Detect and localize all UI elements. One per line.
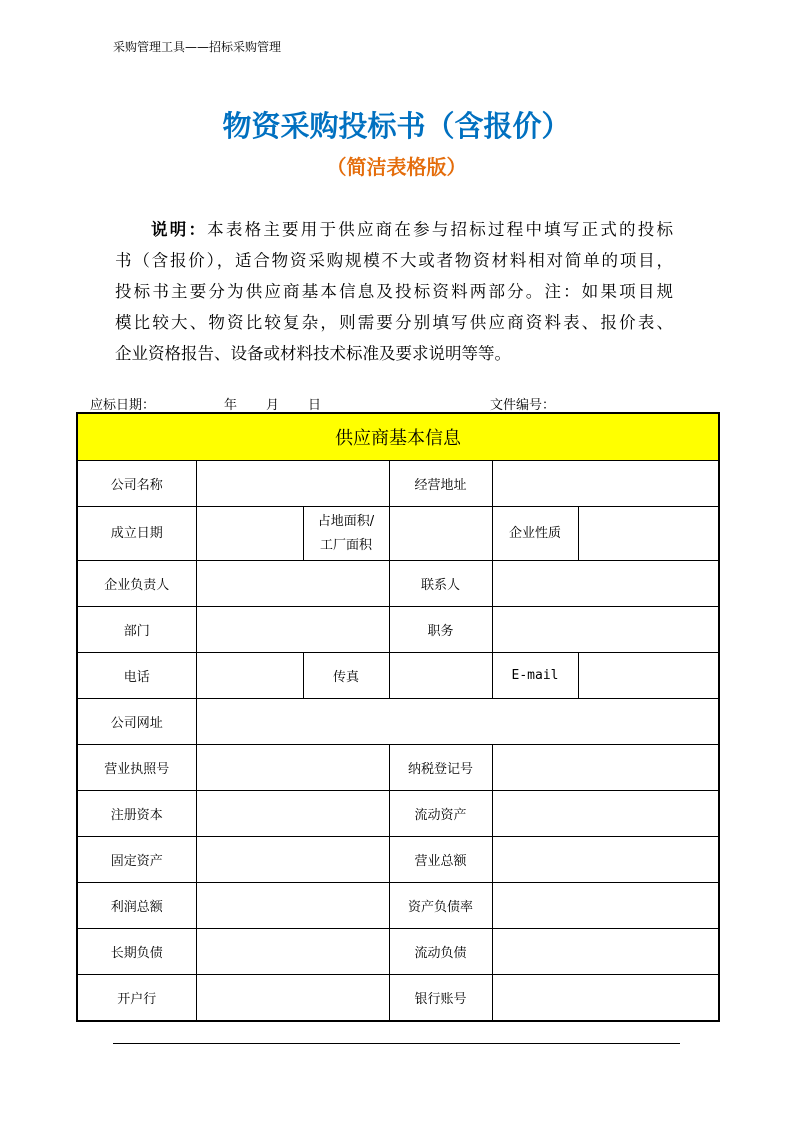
- document-title: 物资采购投标书（含报价）: [222, 109, 571, 143]
- note-line: 说明：本表格主要用于供应商在参与招标过程中填写正式的投标: [151, 220, 674, 239]
- address-field[interactable]: [492, 461, 719, 507]
- dept-field[interactable]: [196, 607, 389, 653]
- table-heading: 供应商基本信息: [77, 413, 719, 461]
- document-subtitle: （简洁表格版）: [326, 155, 467, 179]
- label-current-debt: 流动负债: [389, 929, 492, 975]
- label-account: 银行账号: [389, 975, 492, 1022]
- company-name-field[interactable]: [196, 461, 389, 507]
- label-founded: 成立日期: [77, 507, 196, 561]
- supplier-info-table: [76, 412, 720, 1022]
- fixed-assets-field[interactable]: [196, 837, 389, 883]
- tax-field[interactable]: [492, 745, 719, 791]
- label-leader: 企业负责人: [77, 561, 196, 607]
- month-label: 月: [266, 398, 280, 413]
- note-line: 投标书主要分为供应商基本信息及投标资料两部分。注：如果项目规: [115, 282, 673, 301]
- label-website: 公司网址: [77, 699, 196, 745]
- label-long-debt: 长期负债: [77, 929, 196, 975]
- day-label: 日: [308, 398, 322, 413]
- footer-divider: [113, 1043, 680, 1044]
- label-phone: 电话: [77, 653, 196, 699]
- contact-field[interactable]: [492, 561, 719, 607]
- reg-capital-field[interactable]: [196, 791, 389, 837]
- label-current-assets: 流动资产: [389, 791, 492, 837]
- area-line2: 工厂面积: [319, 537, 372, 553]
- label-tax: 纳税登记号: [389, 745, 492, 791]
- label-debt-ratio: 资产负债率: [389, 883, 492, 929]
- license-field[interactable]: [196, 745, 389, 791]
- label-bank: 开户行: [77, 975, 196, 1022]
- label-nature: 企业性质: [492, 507, 578, 561]
- fax-field[interactable]: [389, 653, 492, 699]
- email-field[interactable]: [578, 653, 719, 699]
- position-field[interactable]: [492, 607, 719, 653]
- account-field[interactable]: [492, 975, 719, 1022]
- founded-field[interactable]: [196, 507, 303, 561]
- label-fixed-assets: 固定资产: [77, 837, 196, 883]
- label-profit: 利润总额: [77, 883, 196, 929]
- label-fax: 传真: [303, 653, 389, 699]
- nature-field[interactable]: [578, 507, 719, 561]
- revenue-field[interactable]: [492, 837, 719, 883]
- page-header: 采购管理工具——招标采购管理: [113, 40, 282, 54]
- bid-date-label: 应标日期：: [90, 398, 156, 413]
- area-line1: 占地面积/: [317, 513, 375, 529]
- profit-field[interactable]: [196, 883, 389, 929]
- label-contact: 联系人: [389, 561, 492, 607]
- label-address: 经营地址: [389, 461, 492, 507]
- leader-field[interactable]: [196, 561, 389, 607]
- label-dept: 部门: [77, 607, 196, 653]
- note-line: 企业资格报告、设备或材料技术标准及要求说明等等。: [115, 344, 511, 363]
- label-reg-capital: 注册资本: [77, 791, 196, 837]
- doc-number-label: 文件编号：: [490, 398, 556, 413]
- current-assets-field[interactable]: [492, 791, 719, 837]
- website-field[interactable]: [196, 699, 719, 745]
- label-position: 职务: [389, 607, 492, 653]
- bank-field[interactable]: [196, 975, 389, 1022]
- note-paragraph: [115, 214, 673, 369]
- debt-ratio-field[interactable]: [492, 883, 719, 929]
- note-label: 说明：: [151, 220, 208, 239]
- label-area: [303, 507, 389, 561]
- year-label: 年: [224, 398, 238, 413]
- phone-field[interactable]: [196, 653, 303, 699]
- note-line: 书（含报价），适合物资采购规模不大或者物资材料相对简单的项目，: [115, 251, 673, 270]
- long-debt-field[interactable]: [196, 929, 389, 975]
- label-company-name: 公司名称: [77, 461, 196, 507]
- area-field[interactable]: [389, 507, 492, 561]
- label-revenue: 营业总额: [389, 837, 492, 883]
- current-debt-field[interactable]: [492, 929, 719, 975]
- label-license: 营业执照号: [77, 745, 196, 791]
- label-email: E-mail: [492, 653, 578, 699]
- note-line: 模比较大、物资比较复杂，则需要分别填写供应商资料表、报价表、: [115, 313, 673, 332]
